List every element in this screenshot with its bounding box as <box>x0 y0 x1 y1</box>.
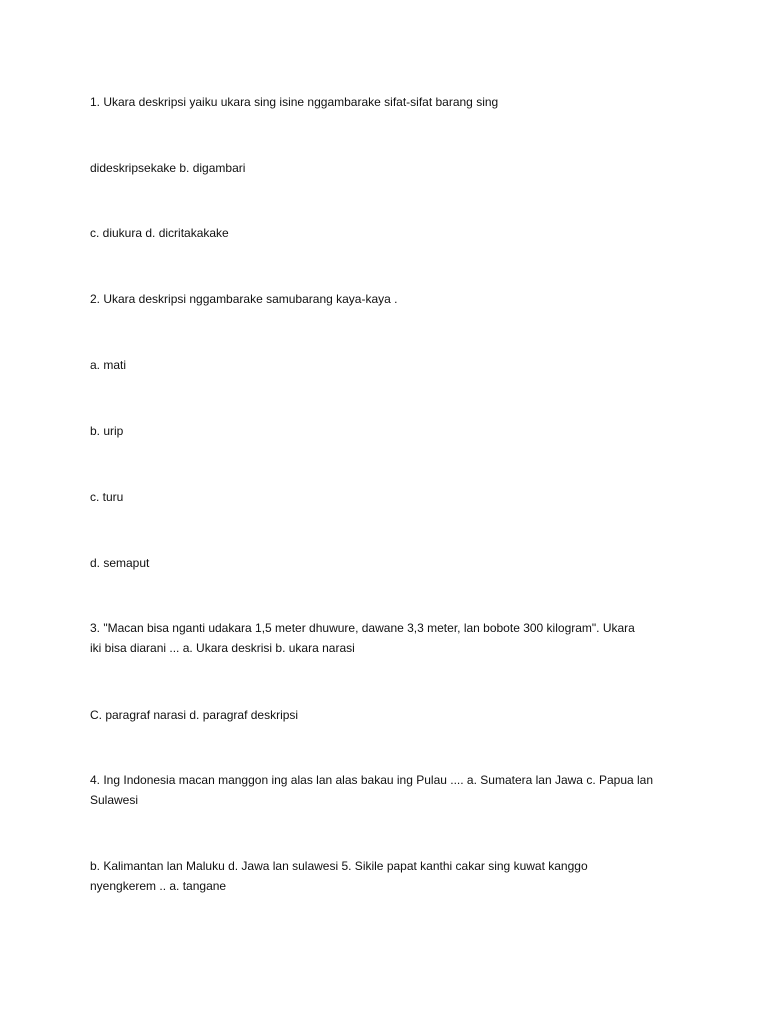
text-line: nyengkerem .. a. tangane <box>90 879 227 893</box>
question-4-options-and-question-5 <box>90 856 690 896</box>
question-2-option-a <box>90 355 690 375</box>
text-line: c. turu <box>90 490 124 504</box>
text-line: 3. "Macan bisa nganti udakara 1,5 meter dhuwure, dawane 3,3 meter, lan bobote 300 kilogram". Ukara <box>90 621 635 635</box>
text-line: b. urip <box>90 424 124 438</box>
text-line: C. paragraf narasi d. paragraf deskripsi <box>90 708 299 722</box>
question-3-options-cd <box>90 705 690 725</box>
question-4-stem <box>90 770 690 810</box>
text-line: d. semaput <box>90 556 150 570</box>
text-line: dideskripsekake b. digambari <box>90 161 246 175</box>
text-line: c. diukura d. dicritakakake <box>90 226 229 240</box>
text-line: 1. Ukara deskripsi yaiku ukara sing isine nggambarake sifat-sifat barang sing <box>90 95 499 109</box>
question-2-option-d <box>90 553 690 573</box>
question-1-options-ab <box>90 158 690 178</box>
text-line: iki bisa diarani ... a. Ukara deskrisi b. ukara narasi <box>90 641 355 655</box>
question-3-stem <box>90 618 690 658</box>
text-line: 4. Ing Indonesia macan manggon ing alas lan alas bakau ing Pulau .... a. Sumatera lan Jawa c. Papua lan <box>90 773 654 787</box>
text-line: b. Kalimantan lan Maluku d. Jawa lan sulawesi 5. Sikile papat kanthi cakar sing kuwat kanggo <box>90 859 588 873</box>
question-2-stem <box>90 289 690 309</box>
question-2-option-b <box>90 421 690 441</box>
text-line: a. mati <box>90 358 127 372</box>
question-1-options-cd <box>90 223 690 243</box>
text-line: Sulawesi <box>90 793 139 807</box>
question-2-option-c <box>90 487 690 507</box>
text-line: 2. Ukara deskripsi nggambarake samubarang kaya-kaya . <box>90 292 398 306</box>
question-1-stem <box>90 92 690 112</box>
